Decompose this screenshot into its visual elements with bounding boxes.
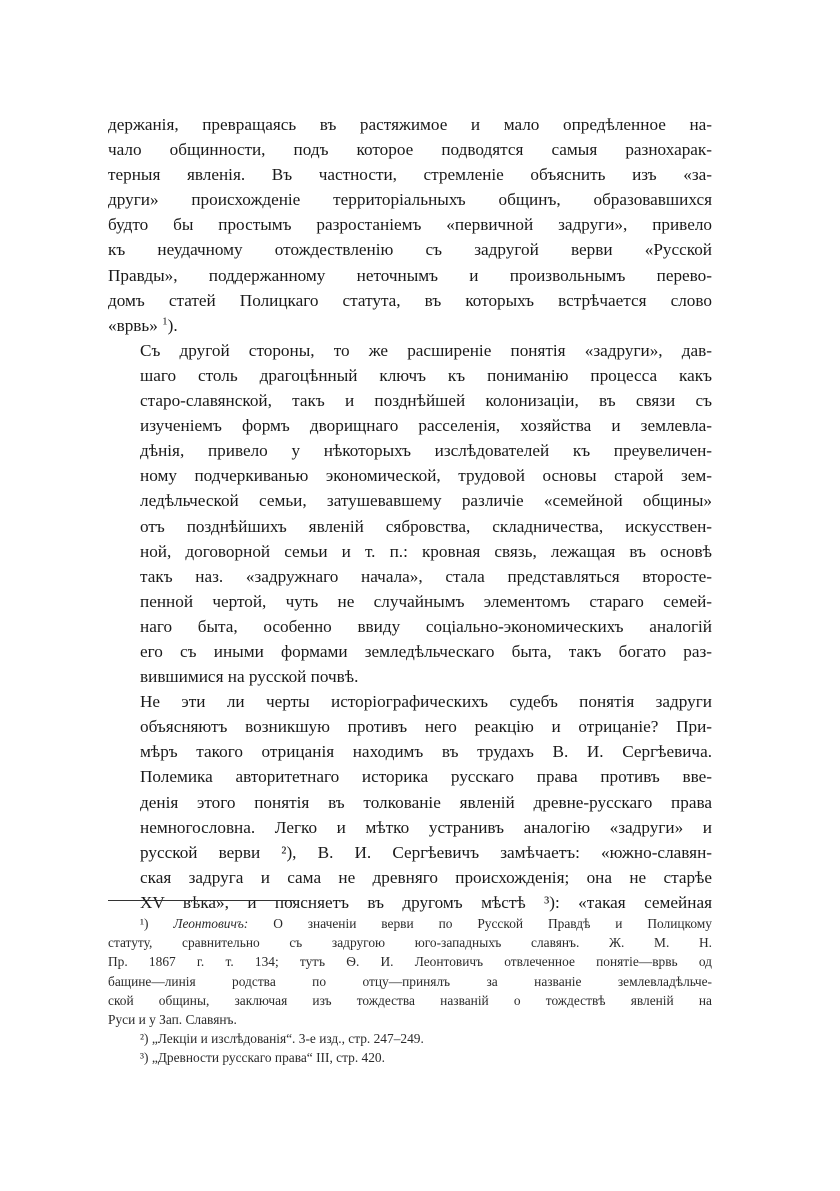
- text-line: чало общинности, подъ которое подводятся самыя разнохарак-: [108, 140, 712, 160]
- text-line: отъ позднѣйшихъ явленій сябровства, складничества, искусствен-: [140, 516, 712, 536]
- footnotes: [108, 914, 712, 1068]
- footnote-text: О значеніи верви по Русской Правдѣ и Полицкому: [273, 916, 712, 931]
- text-line: шаго столь драгоцѣнный ключъ къ пониманію процесса какъ: [140, 365, 712, 385]
- text-line: терныя явленія. Въ частности, стремленіе объяснить изъ «за-: [108, 165, 712, 185]
- text-line: други» происхожденіе территоріальныхъ общинъ, образовавшихся: [108, 190, 712, 210]
- text-line: мѣръ такого отрицанія находимъ въ трудахъ В. И. Сергѣевича.: [140, 742, 712, 762]
- text-line: объясняютъ возникшую противъ него реакцію и отрицаніе? При-: [140, 717, 712, 737]
- text-line: XV вѣка», и поясняетъ въ другомъ мѣстѣ ³): «такая семейная: [140, 892, 712, 912]
- footnote-1-line: статуту, сравнительно съ задругою юго-западныхъ славянъ. Ж. М. Н.: [108, 935, 712, 951]
- text-fragment: «врвь»: [108, 315, 158, 335]
- text-line-last: вившимися на русской почвѣ.: [140, 667, 359, 687]
- footnote-3: ³) „Древности русскаго права“ III, стр. 420.: [140, 1050, 385, 1066]
- text-line: старо-славянской, такъ и позднѣйшей колонизаціи, въ связи съ: [140, 391, 712, 411]
- footnote-divider: [108, 900, 294, 901]
- footnote-author: Леонтовичъ:: [173, 916, 249, 931]
- text-line: ной, договорной семьи и т. п.: кровная связь, лежащая въ основѣ: [140, 541, 712, 561]
- text-line: наго быта, особенно ввиду соціально-экономическихъ аналогій: [140, 616, 712, 636]
- text-line-last: [108, 313, 712, 338]
- text-line: пенной чертой, чуть не случайнымъ элементомъ стараго семей-: [140, 591, 712, 611]
- text-line: Правды», поддержанному неточнымъ и произвольнымъ перево-: [108, 265, 712, 285]
- footnote-marker: ¹): [140, 916, 149, 931]
- text-line: ская задруга и сама не древняго происхожденія; она не старѣе: [140, 867, 712, 887]
- text-line: ному подчеркиванью экономической, трудовой основы старой зем-: [140, 466, 712, 486]
- text-line: ледѣльческой семьи, затушевавшему различіе «семейной общины»: [140, 491, 712, 511]
- text-line: Полемика авторитетнаго историка русскаго права противъ вве-: [140, 767, 712, 787]
- footnote-1-line-last: Руси и у Зап. Славянъ.: [108, 1012, 237, 1028]
- text-line: дѣнія, привело у нѣкоторыхъ изслѣдователей къ преувеличен-: [140, 441, 712, 461]
- text-fragment: ).: [167, 315, 178, 335]
- text-line: Съ другой стороны, то же расширеніе понятія «задруги», дав-: [140, 340, 712, 360]
- footnote-ref-1[interactable]: 1: [162, 315, 168, 328]
- footnote-1-line: ской общины, заключая изъ тождества названій о тождествѣ явленій на: [108, 992, 712, 1008]
- footnote-1-line: Пр. 1867 г. т. 134; тутъ Ѳ. И. Леонтовичъ отвлеченное понятіе—врвь од: [108, 954, 712, 970]
- page-body: [108, 112, 712, 915]
- text-line: Не эти ли черты исторіографическихъ судебъ понятія задруги: [140, 692, 712, 712]
- text-line: къ неудачному отождествленію съ задругой верви «Русской: [108, 240, 712, 260]
- text-line: денія этого понятія въ толкованіе явленій древне-русскаго права: [140, 792, 712, 812]
- footnote-1-line: бащине—линія родства по отцу—принялъ за названіе землевладѣльче-: [108, 973, 712, 989]
- footnote-1-line: [108, 914, 712, 933]
- text-line: изученіемъ формъ дворищнаго расселенія, хозяйства и землевла-: [140, 416, 712, 436]
- footnote-2: ²) „Лекціи и изслѣдованія“. 3-е изд., стр. 247–249.: [140, 1031, 424, 1047]
- paragraph-1: [108, 112, 712, 338]
- text-line: будто бы простымъ разростаніемъ «первичной задруги», привело: [108, 215, 712, 235]
- text-line: русской верви ²), В. И. Сергѣевичъ замѣчаетъ: «южно-славян-: [140, 842, 712, 862]
- paragraph-2: [108, 338, 712, 689]
- text-line: домъ статей Полицкаго статута, въ которыхъ встрѣчается слово: [108, 290, 712, 310]
- text-line: его съ иными формами земледѣльческаго быта, такъ богато раз-: [140, 641, 712, 661]
- paragraph-3: [108, 689, 712, 915]
- text-line: такъ наз. «задружнаго начала», стала представляться второсте-: [140, 566, 712, 586]
- text-line: немногословна. Легко и мѣтко устранивъ аналогію «задруги» и: [140, 817, 712, 837]
- text-line: держанія, превращаясь въ растяжимое и мало опредѣленное на-: [108, 115, 712, 134]
